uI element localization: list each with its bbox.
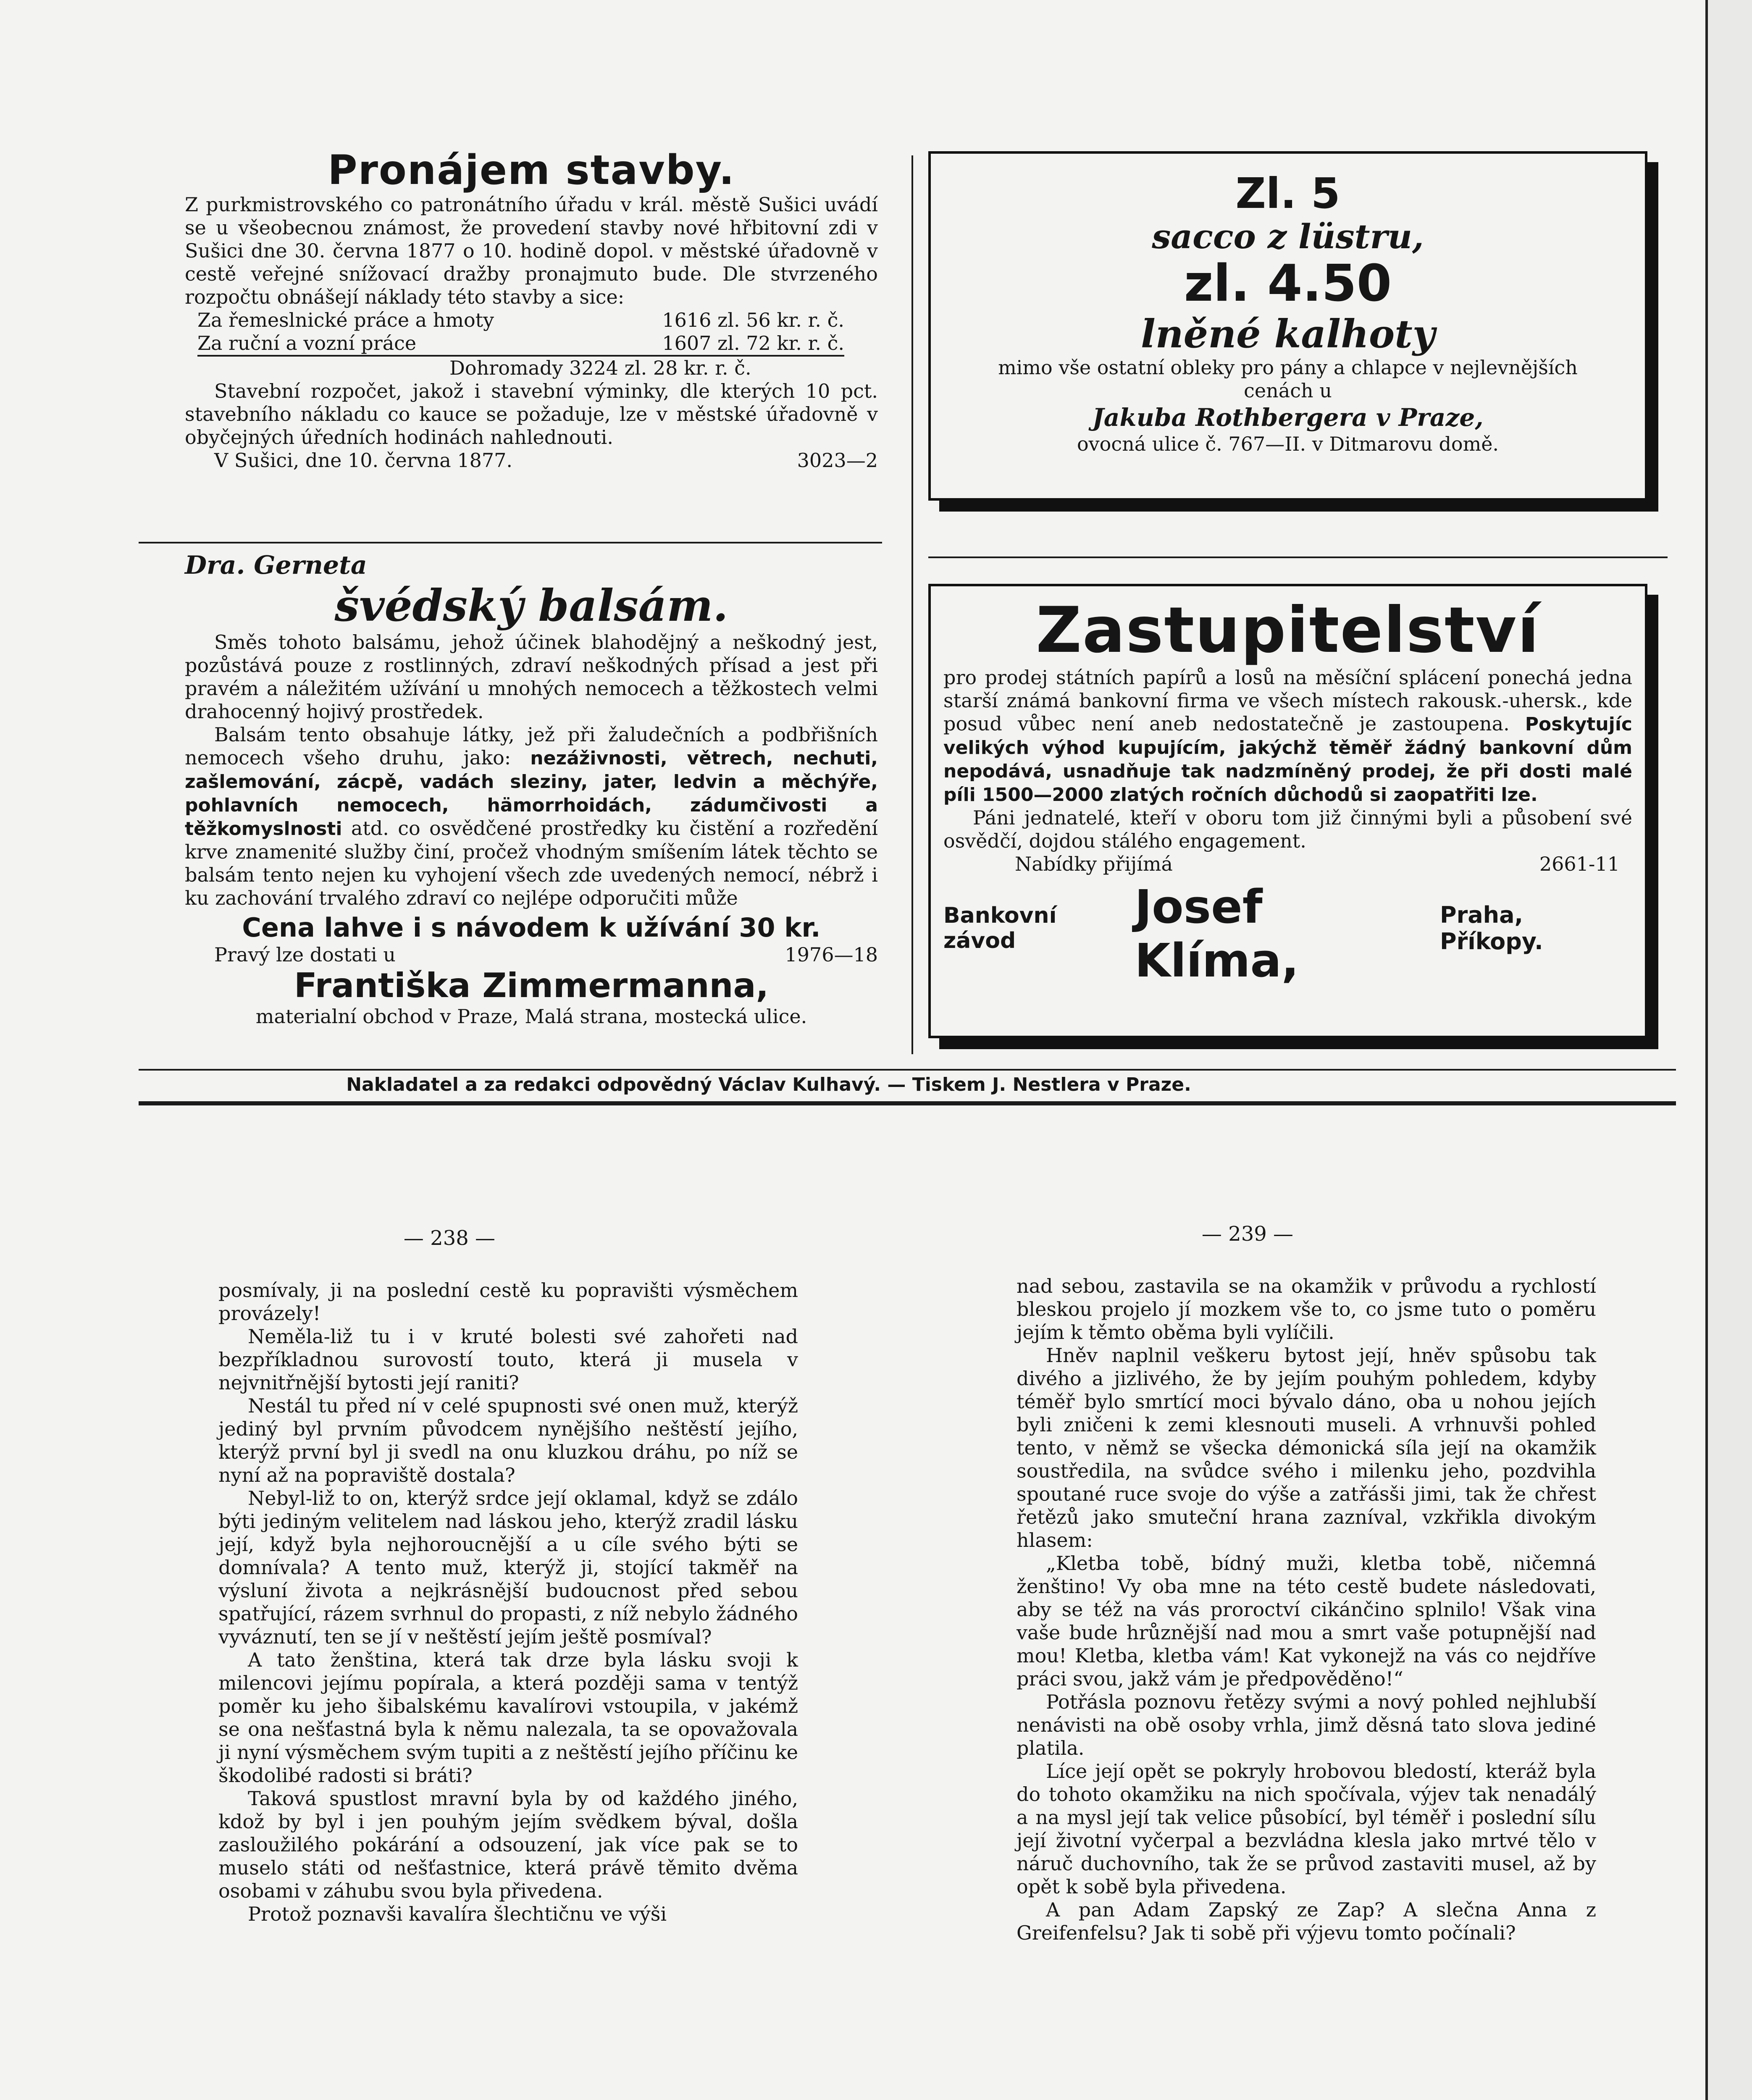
merchant-address: ovocná ulice č. 767—II. v Ditmarovu domě. xyxy=(1077,433,1499,455)
agency-offers xyxy=(943,853,1632,876)
balsam-author: Dra. Gerneta xyxy=(185,551,367,580)
agency-title: Zastupitelství xyxy=(1036,594,1540,667)
bank-line xyxy=(943,880,1632,987)
balsam-title: švédský balsám. xyxy=(334,580,728,631)
agency-ad xyxy=(928,584,1647,1038)
novel-paragraph: Potřásla poznovu řetězy svými a nový pohled nejhlubší nenávisti na obě osoby vrhla, jimž děsná tato slova jediné platila. xyxy=(1017,1690,1596,1759)
novel-paragraph: „Kletba tobě, bídný muži, kletba tobě, ničemná ženštino! Vy oba mne na této cestě budete následovati, aby se též na vás proroctví cikánčino splnilo! Však vina vaše bude hrůznější nad mou a smrt vaše potupnější nad mou! Kletba, kletba vám! Kat vykonejž na vás co nejdříve práci svou, jakž vám je předpověděno!“ xyxy=(1017,1552,1596,1690)
item-sacco: sacco z lüstru, xyxy=(1152,217,1424,256)
cost-total: Dohromady 3224 zl. 28 kr. r. č. xyxy=(449,357,751,379)
imprint: Nakladatel a za redakci odpovědný Václav Kulhavý. — Tiskem J. Nestlera v Praze. xyxy=(346,1074,1191,1095)
ad-number: 3023—2 xyxy=(797,449,878,472)
cost-amount: 1616 zl. 56 kr. r. č. xyxy=(662,309,844,331)
balsam-ailments: nezáživnosti, větrech, nechuti, zašlemování, zácpě, vadách sleziny, jater, ledvin a měchýře, pohlavních nemocech, hämorrhoidách, zádumčivosti a těžkomyslnosti xyxy=(185,748,878,840)
cost-row xyxy=(197,332,844,357)
novel-paragraph: Nebyl-liž to on, kterýž srdce její oklamal, když se zdálo býti jediným velitelem nad láskou jeho, kterýž zradil lásku její, když byla nejhoroucnější a u cíle svého býti se domnívala? A tento muž, kterýž ji, stojící takměř na výsluní života a nejkrásnější budoucnost před sebou spatřující, rázem svrhnul do propasti, z níž nebylo žádného vyváznutí, ten se jí v neštěstí jejím ještě posmíval? xyxy=(218,1487,798,1648)
balsam-uses xyxy=(185,723,878,910)
merchant-name: Jakuba Rothbergera v Praze, xyxy=(1092,403,1484,432)
divider xyxy=(928,556,1668,558)
page-number-left: — 238 — xyxy=(403,1226,496,1250)
divider xyxy=(139,542,882,543)
novel-paragraph: nad sebou, zastavila se na okamžik v průvodu a rychlostí bleskou projelo jí mozkem vše to, co jsme tuto o poměru jejím k těmto oběma byli vylíčili. xyxy=(1017,1275,1596,1344)
page-number-right: — 239 — xyxy=(1201,1222,1294,1246)
divider xyxy=(139,1101,1676,1105)
agency-body xyxy=(943,666,1632,806)
novel-paragraph: Neměla-liž tu i v kruté bolesti své zahořeti nad bezpříkladnou surovostí touto, která ji musela v nejvnitřnější bytosti její raniti? xyxy=(218,1325,798,1394)
place-date: V Sušici, dne 10. června 1877. xyxy=(214,449,513,472)
rental-body: Z purkmistrovského co patronátního úřadu v král. městě Sušici uvádí se u všeobecnou známost, že provedení stavby nové hřbitovní zdi v Sušici dne 30. června 1877 o 10. hodině dopol. v městské úřadovně v cestě veřejné snížovací dražby pronajmuto bude. Dle stvrzeného rozpočtu obnášejí náklady této stavby a sice: xyxy=(185,193,878,308)
novel-paragraph: A pan Adam Zapský ze Zap? A slečna Anna z Greifenfelsu? Jak ti sobě při výjevu tomto počínali? xyxy=(1017,1898,1596,1944)
cost-amount: 1607 zl. 72 kr. r. č. xyxy=(662,332,844,354)
cost-label: Za řemeslnické práce a hmoty xyxy=(197,309,494,331)
agency-agents: Páni jednatelé, kteří v oboru tom již činnými byli a působení své osvědčí, dojdou stálého engagement. xyxy=(943,806,1632,852)
availability-text: Pravý lze dostati u xyxy=(214,943,396,966)
bank-label: Bankovní závod xyxy=(943,903,1057,953)
novel-paragraph: posmívaly, ji na poslední cestě ku popravišti výsměchem provázely! xyxy=(218,1279,798,1325)
novel-paragraph: Hněv naplnil veškeru bytost její, hněv spůsobu tak divého a jizlivého, že by jejím pouhým pohledem, kdyby téměř bylo smrtící moci bývalo dáno, oba u nohou jejích byli zničeni k zemi klesnouti museli. A vrhnuvši pohled tento, v němž se všecka démonická síla její na okamžik soustředila, na svůdce svého i milenku jeho, pozdvihla spoutané ruce svoje do výše a zatřásši jimi, tak že chřest řetězů jako smuteční hrana zazníval, vzkřikla divokým hlasem: xyxy=(1017,1344,1596,1551)
cost-row xyxy=(197,309,844,332)
price-sacco: Zl. 5 xyxy=(1235,169,1340,218)
cost-list xyxy=(185,309,844,380)
balsam-description: Směs tohoto balsámu, jehož účinek blahodějný a neškodný jest, pozůstává pouze z rostlinných, zdraví neškodných přísad a jest při pravém a náležitém užívání u mnohých nemocech a těžkostech velmi drahocenný hojivý prostředek. xyxy=(185,631,878,723)
clothing-ad xyxy=(928,151,1647,501)
seller-address: materialní obchod v Praze, Malá strana, mostecká ulice. xyxy=(255,1005,807,1028)
bank-name: Josef Klíma, xyxy=(1135,880,1299,987)
ad-number: 1976—18 xyxy=(785,943,878,966)
seller-name: Františka Zimmermanna, xyxy=(294,966,769,1005)
clothing-body: mimo vše ostatní obleky pro pány a chlapce v nejlevnějších cenách u xyxy=(998,356,1578,402)
item-trousers: lněné kalhoty xyxy=(1140,311,1435,357)
novel-left-column xyxy=(218,1279,798,1926)
novel-paragraph: A tato ženština, která tak drze byla lásku svoji k milencovi jejímu popírala, a která později sama v tentýž poměr ku jeho šibalskému kavalírovi vstoupila, v jakémž se ona nešťastná byla k němu nalezala, ta se opovažovala ji nyní výsměchem svým tupiti a z neštěstí jejího příčinu ke škodolibé radosti si bráti? xyxy=(218,1648,798,1787)
divider xyxy=(139,1069,1676,1071)
rental-footer: Stavební rozpočet, jakož i stavební výminky, dle kterých 10 pct. stavebního nákladu co kauce se požaduje, lze v městské úřadovně v obyčejných úředních hodinách nahlednouti. xyxy=(185,380,878,449)
balsam-availability xyxy=(185,943,878,966)
agency-intro: pro prodej státních papírů a losů na měsíční splácení ponechá jedna starší známá bankovní firma ve všech místech rakousk.-uhersk., kde posud vůbec není aneb nedostatečně je zastoupena. xyxy=(943,666,1632,735)
column-rule xyxy=(911,155,913,1054)
balsam-ad xyxy=(185,550,878,1028)
novel-paragraph: Taková spustlost mravní byla by od každého jiného, kdož by byl i jen pouhým jejím svědkem býval, došla zasloužilého pokárání a odsouzení, jak více pak se to muselo státi od nešťastnice, která právě těmito dvěma osobami v záhubu svou byla přivedena. xyxy=(218,1787,798,1902)
rental-notice xyxy=(185,147,878,472)
ad-number: 2661-11 xyxy=(1539,853,1620,875)
price-trousers: zl. 4.50 xyxy=(1184,255,1392,313)
rental-signature xyxy=(185,449,878,472)
cost-label: Za ruční a vozní práce xyxy=(197,332,417,354)
novel-paragraph: Protož poznavši kavalíra šlechtičnu ve výši xyxy=(248,1903,667,1925)
novel-right-column xyxy=(1017,1275,1596,1945)
balsam-price: Cena lahve i s návodem k užívání 30 kr. xyxy=(242,912,821,943)
balsam-uses-intro: Balsám tento obsahuje látky, jež při žaludečních a podbřišních nemocech všeho druhu, jako: xyxy=(185,723,878,769)
offers-text: Nabídky přijímá xyxy=(1015,853,1173,875)
balsam-uses-rest: atd. co osvědčené prostředky ku čistění a rozředění krve znamenité služby činí, pročež vhodným smíšením látek těchto se balsám tento nejen ku vyhojení všech zde uvedených nemocí, nébrž i ku zachování trvalého zdraví co nejlépe odporučiti může xyxy=(185,817,878,909)
novel-paragraph: Nestál tu před ní v celé spupnosti své onen muž, kterýž jediný byl prvním původcem nynějšího neštěstí jejího, kterýž první byl ji svedl na onu kluzkou dráhu, po níž se nyní až na popraviště dostala? xyxy=(218,1394,798,1486)
agency-benefits: Poskytujíc velikých výhod kupujícím, jakýchž těměř žádný bankovní dům nepodává, usnadňuje tak nadzmíněný prodej, že při dosti malé píli 1500—2000 zlatých ročních důchodů si zaopatřiti lze. xyxy=(943,714,1632,806)
rental-title: Pronájem stavby. xyxy=(328,147,735,194)
novel-paragraph: Líce její opět se pokryly hrobovou bledostí, kteráž byla do tohoto okamžiku na nich spočívala, výjev tak nenadálý a na mysl její tak velice působící, byl téměř i poslední sílu její životní vyčerpal a bezvládna klesla jako mrtvé tělo v náruč duchovního, tak že se průvod zastaviti musel, až by opět k sobě byla přivedena. xyxy=(1017,1760,1596,1898)
bank-location: Praha, Příkopy. xyxy=(1440,902,1543,955)
